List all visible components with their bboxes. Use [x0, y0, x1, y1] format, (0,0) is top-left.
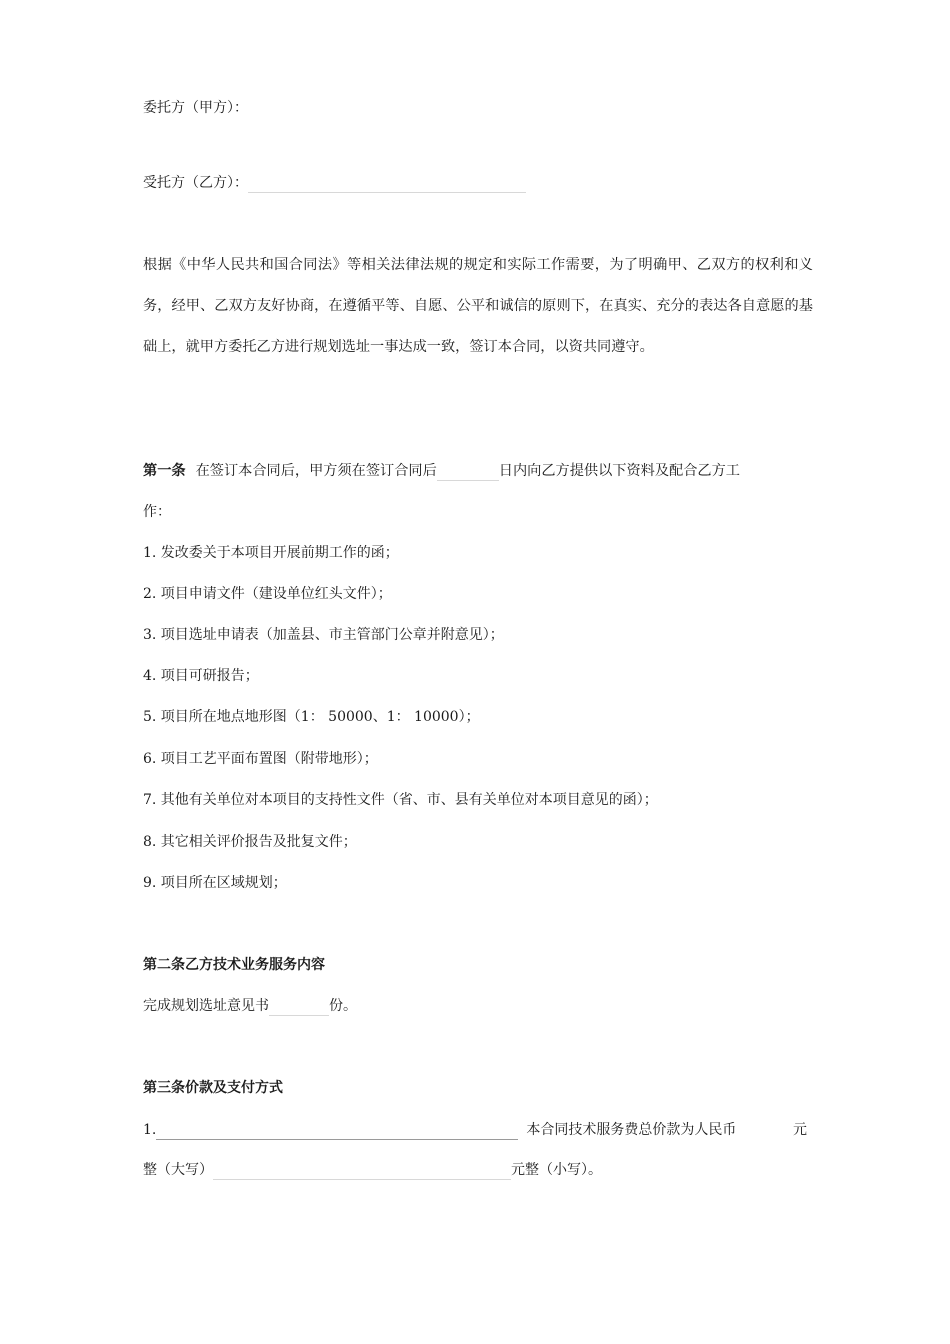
article1-text-after: 日内向乙方提供以下资料及配合乙方工	[498, 463, 740, 479]
list-item: 2. 项目申请文件（建设单位红头文件）；	[143, 586, 392, 602]
list-item: 8. 其它相关评价报告及批复文件；	[143, 834, 357, 850]
contractor-name-field[interactable]	[248, 176, 526, 193]
article3-item-number: 1.	[143, 1122, 157, 1138]
article2-text-after: 份。	[329, 998, 357, 1014]
article2-heading: 第二条乙方技术业务服务内容	[143, 957, 325, 973]
capital-amount-label: 整（大写）	[143, 1162, 213, 1178]
preamble-paragraph: 根据《中华人民共和国合同法》等相关法律法规的规定和实际工作需要，为了明确甲、乙双方的权利和义务，经甲、乙双方友好协商，在遵循平等、自愿、公平和诚信的原则下，在真实、充分的表达各自意愿的基础上，就甲方委托乙方进行规划选址一事达成一致，签订本合同，以资共同遵守。	[143, 257, 813, 355]
article1-wrap-line: 作：	[143, 504, 171, 520]
article2-content-line	[143, 996, 357, 1016]
copies-count-field[interactable]	[269, 999, 329, 1016]
article1-text-before: 在签订本合同后，甲方须在签订合同后	[195, 463, 437, 479]
list-item: 1. 发改委关于本项目开展前期工作的函；	[143, 545, 399, 561]
article3-amount-line	[143, 1160, 602, 1180]
article3-item1-line	[143, 1120, 736, 1140]
article1-heading: 第一条	[143, 463, 186, 479]
article1-first-line	[143, 461, 740, 481]
unit-yuan: 元	[793, 1122, 807, 1138]
contractor-party-row	[143, 173, 526, 193]
article1-days-field[interactable]	[437, 464, 499, 481]
contractor-party-label: 受托方（乙方）：	[143, 175, 248, 191]
list-item: 5. 项目所在地点地形图（1： 50000、1： 10000）；	[143, 709, 480, 725]
client-party-label: 委托方（甲方）：	[143, 100, 248, 116]
list-item: 4. 项目可研报告；	[143, 668, 259, 684]
fee-description-field[interactable]	[156, 1123, 518, 1140]
list-item: 6. 项目工艺平面布置图（附带地形）；	[143, 751, 378, 767]
small-amount-label: 元整（小写）。	[511, 1162, 602, 1178]
list-item: 7. 其他有关单位对本项目的支持性文件（省、市、县有关单位对本项目意见的函）；	[143, 792, 658, 808]
article2-text-before: 完成规划选址意见书	[143, 998, 269, 1014]
capital-amount-field[interactable]	[213, 1163, 511, 1180]
list-item: 3. 项目选址申请表（加盖县、市主管部门公章并附意见）；	[143, 627, 504, 643]
article3-heading: 第三条价款及支付方式	[143, 1080, 283, 1096]
fee-text: 本合同技术服务费总价款为人民币	[526, 1122, 737, 1138]
list-item: 9. 项目所在区域规划；	[143, 875, 287, 891]
